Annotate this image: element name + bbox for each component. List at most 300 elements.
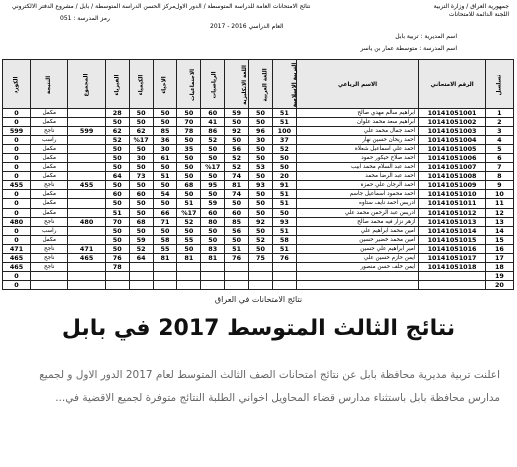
cell-seq: 7 xyxy=(485,163,513,172)
cell-mark: 51 xyxy=(177,199,201,208)
cell-total xyxy=(68,208,105,217)
cell-result: مكمل xyxy=(31,145,68,154)
header-center: مركز الحسن الدراسة المتوسطة / بابل / مشروع الدفتر الالكتروني xyxy=(12,3,176,10)
cell-mark: %17 xyxy=(177,208,201,217)
cell-result: مكمل xyxy=(31,199,68,208)
cell-mark: 75 xyxy=(249,253,273,262)
cell-mark: 50 xyxy=(129,226,153,235)
cell-mark: 50 xyxy=(153,181,177,190)
cell-mark: 83 xyxy=(201,244,225,253)
col-header: المجموع xyxy=(68,60,105,109)
cell-total xyxy=(68,136,105,145)
cell-seq: 11 xyxy=(485,199,513,208)
cell-mark: 50 xyxy=(105,235,129,244)
cell-extra: 0 xyxy=(3,172,31,181)
cell-mark: 35 xyxy=(177,145,201,154)
cell-id: 10141051006 xyxy=(419,154,485,163)
cell-extra: 0 xyxy=(3,226,31,235)
cell-mark: 54 xyxy=(153,190,177,199)
cell-mark: 50 xyxy=(105,244,129,253)
table-row xyxy=(3,190,514,199)
cell-mark: 60 xyxy=(105,190,129,199)
cell-id: 10141051007 xyxy=(419,163,485,172)
cell-mark xyxy=(129,271,153,280)
cell-mark: 52 xyxy=(177,217,201,226)
cell-name: احمد محمود اسماعيل جاسم xyxy=(296,190,419,199)
cell-mark: 81 xyxy=(153,253,177,262)
cell-result: راسب xyxy=(31,136,68,145)
cell-seq: 14 xyxy=(485,226,513,235)
table-row xyxy=(3,154,514,163)
cell-mark: 66 xyxy=(153,208,177,217)
cell-mark: 50 xyxy=(105,163,129,172)
table-row xyxy=(3,235,514,244)
cell-mark xyxy=(272,262,296,271)
cell-id: 10141051008 xyxy=(419,172,485,181)
cell-mark xyxy=(201,262,225,271)
cell-id: 10141051001 xyxy=(419,109,485,118)
cell-mark: 91 xyxy=(272,181,296,190)
cell-result: مكمل xyxy=(31,235,68,244)
cell-result: ناجح xyxy=(31,262,68,271)
cell-result: راسب xyxy=(31,226,68,235)
cell-mark: 50 xyxy=(177,109,201,118)
cell-mark: 92 xyxy=(225,127,249,136)
cell-mark: 50 xyxy=(225,118,249,127)
cell-extra: 0 xyxy=(3,154,31,163)
cell-mark: 50 xyxy=(105,118,129,127)
article-body: اعلنت تربية مديرية محافظة بابل عن نتائج امتحانات الصف الثالث المتوسط لعام 2017 الدور الاول و لجميع مدارس محافظة بابل باستثناء مدارس قضاء المحاويل اخواني الطلبة النتائج متوفرة لجميع الاقضية في... xyxy=(39,369,500,404)
cell-mark: 85 xyxy=(153,127,177,136)
cell-id: 10141051014 xyxy=(419,226,485,235)
cell-mark xyxy=(225,280,249,289)
cell-mark: 100 xyxy=(272,127,296,136)
cell-mark: 56 xyxy=(225,145,249,154)
cell-mark: 50 xyxy=(129,181,153,190)
cell-mark: 50 xyxy=(249,190,273,199)
cell-extra: 480 xyxy=(3,217,31,226)
cell-mark: 50 xyxy=(249,199,273,208)
cell-mark: 30 xyxy=(249,136,273,145)
cell-mark: 51 xyxy=(105,208,129,217)
table-row xyxy=(3,109,514,118)
cell-name: امير ابراهيم علي حسين xyxy=(296,244,419,253)
cell-name: احمد علي اسماعيل شعلاة xyxy=(296,145,419,154)
cell-mark xyxy=(225,262,249,271)
cell-mark: 50 xyxy=(249,172,273,181)
cell-mark: 50 xyxy=(129,208,153,217)
cell-extra: 0 xyxy=(3,136,31,145)
cell-name xyxy=(296,280,419,289)
cell-total: 465 xyxy=(68,253,105,262)
cell-id: 10141051003 xyxy=(419,127,485,136)
table-row xyxy=(3,271,514,280)
cell-mark: 51 xyxy=(272,109,296,118)
cell-mark: 50 xyxy=(153,109,177,118)
cell-extra: 0 xyxy=(3,208,31,217)
cell-extra: 0 xyxy=(3,145,31,154)
cell-total: 599 xyxy=(68,127,105,136)
header-committee: اللجنة الدائمة للامتحانات xyxy=(448,11,509,18)
cell-mark: 50 xyxy=(249,145,273,154)
cell-total: 480 xyxy=(68,217,105,226)
cell-mark: 30 xyxy=(153,145,177,154)
table-row xyxy=(3,253,514,262)
cell-mark: 71 xyxy=(153,217,177,226)
header-exam-title: نتائج الامتحانات العامة للدراسة المتوسطة / الدور الاول xyxy=(175,3,311,10)
col-header: الفيزياء xyxy=(105,60,129,109)
cell-mark: 50 xyxy=(153,118,177,127)
cell-mark: 68 xyxy=(129,217,153,226)
cell-mark: 64 xyxy=(129,253,153,262)
cell-total xyxy=(68,190,105,199)
cell-result: ناجح xyxy=(31,217,68,226)
cell-name: ابراهيم سعد محمد علوان xyxy=(296,118,419,127)
cell-mark: 52 xyxy=(105,136,129,145)
cell-mark xyxy=(272,271,296,280)
cell-mark: 60 xyxy=(129,190,153,199)
cell-mark: 74 xyxy=(225,190,249,199)
cell-mark: 64 xyxy=(105,172,129,181)
cell-mark: 50 xyxy=(225,136,249,145)
cell-mark: 96 xyxy=(249,127,273,136)
cell-mark: %17 xyxy=(201,163,225,172)
cell-mark: 59 xyxy=(129,235,153,244)
cell-seq: 15 xyxy=(485,235,513,244)
cell-name: امين محمد خضير حسين xyxy=(296,235,419,244)
cell-id: 10141051011 xyxy=(419,199,485,208)
cell-extra: 465 xyxy=(3,262,31,271)
cell-name: احمد الرجان علي حمزة xyxy=(296,181,419,190)
cell-mark: 50 xyxy=(105,226,129,235)
table-row xyxy=(3,145,514,154)
cell-name: احمد عبد السلام محمد ابيب xyxy=(296,163,419,172)
cell-extra: 0 xyxy=(3,163,31,172)
cell-total xyxy=(68,118,105,127)
cell-mark: 52 xyxy=(201,136,225,145)
cell-result: مكمل xyxy=(31,208,68,217)
cell-mark xyxy=(177,262,201,271)
col-header: الرياضيات xyxy=(201,60,225,109)
cell-result: ناجح xyxy=(31,244,68,253)
col-header: تسلسل xyxy=(485,60,513,109)
cell-name: ايمن حازم حسين علي xyxy=(296,253,419,262)
cell-seq: 10 xyxy=(485,190,513,199)
cell-mark: 60 xyxy=(201,109,225,118)
cell-mark: 50 xyxy=(201,226,225,235)
cell-mark: 50 xyxy=(177,136,201,145)
cell-mark: 51 xyxy=(272,118,296,127)
cell-mark: 76 xyxy=(105,253,129,262)
cell-mark: 50 xyxy=(177,172,201,181)
cell-mark: 50 xyxy=(129,118,153,127)
cell-seq: 17 xyxy=(485,253,513,262)
cell-id: 10141051017 xyxy=(419,253,485,262)
cell-extra: 0 xyxy=(3,190,31,199)
cell-mark: 50 xyxy=(129,199,153,208)
cell-total xyxy=(68,163,105,172)
cell-total xyxy=(68,145,105,154)
cell-mark: 93 xyxy=(249,181,273,190)
cell-result: مكمل xyxy=(31,109,68,118)
cell-mark: 62 xyxy=(105,127,129,136)
cell-mark: 50 xyxy=(201,145,225,154)
cell-seq: 3 xyxy=(485,127,513,136)
cell-mark: 52 xyxy=(129,244,153,253)
cell-mark: 95 xyxy=(201,181,225,190)
cell-extra: 0 xyxy=(3,199,31,208)
cell-mark: 81 xyxy=(177,253,201,262)
cell-mark: 52 xyxy=(225,163,249,172)
cell-mark xyxy=(249,262,273,271)
table-row xyxy=(3,163,514,172)
table-row xyxy=(3,199,514,208)
cell-mark: 50 xyxy=(129,109,153,118)
cell-mark xyxy=(105,280,129,289)
cell-name: احمد جمال محمد علي xyxy=(296,127,419,136)
cell-total xyxy=(68,154,105,163)
cell-mark: 50 xyxy=(201,235,225,244)
cell-id: 10141051004 xyxy=(419,136,485,145)
cell-mark: 92 xyxy=(249,217,273,226)
col-header: اللغة الانكليزية xyxy=(225,60,249,109)
table-header-row xyxy=(3,60,514,109)
cell-mark: 52 xyxy=(272,145,296,154)
cell-mark: 50 xyxy=(177,244,201,253)
cell-mark: 50 xyxy=(129,145,153,154)
cell-id: 10141051012 xyxy=(419,208,485,217)
col-header: الرقم الامتحاني xyxy=(419,60,485,109)
cell-mark xyxy=(201,271,225,280)
cell-total xyxy=(68,271,105,280)
cell-seq: 1 xyxy=(485,109,513,118)
cell-name xyxy=(296,271,419,280)
table-row xyxy=(3,172,514,181)
cell-mark: 50 xyxy=(272,208,296,217)
col-header: اللغة العربية xyxy=(249,60,273,109)
cell-mark xyxy=(225,271,249,280)
cell-id: 10141051018 xyxy=(419,262,485,271)
cell-mark: 50 xyxy=(105,154,129,163)
cell-mark xyxy=(201,280,225,289)
cell-mark: 50 xyxy=(177,154,201,163)
cell-mark: 80 xyxy=(201,217,225,226)
cell-seq: 16 xyxy=(485,244,513,253)
cell-mark: 70 xyxy=(105,217,129,226)
cell-id: 10141051009 xyxy=(419,181,485,190)
cell-name: احمد صلاح حيكور حمود xyxy=(296,154,419,163)
cell-result: مكمل xyxy=(31,118,68,127)
cell-total xyxy=(68,109,105,118)
col-header: النتيجة xyxy=(31,60,68,109)
header-school: اسم المدرسة : متوسطة عمار بن ياسر xyxy=(360,45,457,52)
cell-mark: 30 xyxy=(129,154,153,163)
cell-mark: 78 xyxy=(105,262,129,271)
cell-mark: 41 xyxy=(201,118,225,127)
cell-mark xyxy=(177,271,201,280)
cell-mark: 51 xyxy=(153,172,177,181)
cell-total: 455 xyxy=(68,181,105,190)
cell-extra: 465 xyxy=(3,253,31,262)
cell-result: مكمل xyxy=(31,172,68,181)
article-headline[interactable]: نتائج الثالث المتوسط 2017 في بابل xyxy=(61,316,456,341)
col-header: الكيمياء xyxy=(129,60,153,109)
cell-extra: 0 xyxy=(3,118,31,127)
cell-result: مكمل xyxy=(31,154,68,163)
cell-mark: 52 xyxy=(249,235,273,244)
cell-extra: 0 xyxy=(3,271,31,280)
cell-mark: 50 xyxy=(249,154,273,163)
cell-mark: 50 xyxy=(272,163,296,172)
cell-mark: 56 xyxy=(225,226,249,235)
col-header: الاحياء xyxy=(153,60,177,109)
cell-total: 471 xyxy=(68,244,105,253)
cell-id: 10141051005 xyxy=(419,145,485,154)
cell-mark: 50 xyxy=(249,118,273,127)
cell-mark: 76 xyxy=(272,253,296,262)
cell-mark: 81 xyxy=(225,181,249,190)
cell-mark: 50 xyxy=(177,163,201,172)
cell-mark: 62 xyxy=(129,127,153,136)
cell-mark: 68 xyxy=(177,181,201,190)
cell-seq: 9 xyxy=(485,181,513,190)
cell-seq: 6 xyxy=(485,154,513,163)
cell-mark: 50 xyxy=(225,199,249,208)
cell-mark: 73 xyxy=(129,172,153,181)
cell-seq: 18 xyxy=(485,262,513,271)
table-row xyxy=(3,136,514,145)
cell-mark: 20 xyxy=(272,172,296,181)
cell-total xyxy=(68,262,105,271)
cell-total xyxy=(68,280,105,289)
cell-mark: 51 xyxy=(272,190,296,199)
cell-name: ابراهيم سالم مهدي صالح xyxy=(296,109,419,118)
cell-mark: 50 xyxy=(153,199,177,208)
cell-result xyxy=(31,280,68,289)
col-header: الكورد xyxy=(3,60,31,109)
cell-name: احمد ريحان حسين نهار xyxy=(296,136,419,145)
cell-name: امين محمد ابراهيم علي xyxy=(296,226,419,235)
cell-seq: 12 xyxy=(485,208,513,217)
cell-mark: 93 xyxy=(272,217,296,226)
cell-mark xyxy=(272,280,296,289)
cell-mark: 50 xyxy=(201,190,225,199)
cell-id: 10141051013 xyxy=(419,217,485,226)
cell-mark: 61 xyxy=(153,154,177,163)
cell-mark: 28 xyxy=(105,109,129,118)
cell-mark: 70 xyxy=(177,118,201,127)
col-header: التربية الاسلامية xyxy=(272,60,296,109)
cell-seq: 5 xyxy=(485,145,513,154)
cell-result: ناجح xyxy=(31,253,68,262)
results-table xyxy=(2,59,514,290)
cell-mark: 51 xyxy=(272,226,296,235)
table-row xyxy=(3,217,514,226)
header-directorate: اسم المديرية : تربية بابل xyxy=(395,33,457,40)
cell-name: احمد عبد الرضا محمد xyxy=(296,172,419,181)
cell-mark: 55 xyxy=(153,244,177,253)
cell-mark: 51 xyxy=(272,244,296,253)
cell-seq: 20 xyxy=(485,280,513,289)
table-row xyxy=(3,118,514,127)
cell-mark: 51 xyxy=(225,244,249,253)
cell-id: 10141051016 xyxy=(419,244,485,253)
cell-mark xyxy=(153,280,177,289)
cell-mark: 50 xyxy=(201,154,225,163)
cell-mark: 37 xyxy=(272,136,296,145)
header-year: العام الدراسي 2016 - 2017 xyxy=(210,23,284,30)
cell-mark: %17 xyxy=(129,136,153,145)
header-ministry: جمهورية العراق / وزارة التربية xyxy=(433,3,509,10)
cell-total xyxy=(68,172,105,181)
cell-mark xyxy=(177,280,201,289)
cell-mark: 76 xyxy=(225,253,249,262)
cell-mark: 60 xyxy=(201,208,225,217)
cell-result: مكمل xyxy=(31,190,68,199)
cell-mark xyxy=(153,271,177,280)
table-row xyxy=(3,262,514,271)
cell-mark: 81 xyxy=(201,253,225,262)
cell-total xyxy=(68,235,105,244)
table-row xyxy=(3,208,514,217)
cell-mark: 86 xyxy=(201,127,225,136)
table-row xyxy=(3,280,514,289)
cell-mark: 50 xyxy=(272,154,296,163)
cell-mark: 50 xyxy=(105,199,129,208)
cell-mark xyxy=(249,280,273,289)
header-school-code: رمز المدرسة : 051 xyxy=(60,15,110,22)
image-caption: نتائج الامتحانات في العراق xyxy=(214,295,303,304)
cell-mark: 50 xyxy=(249,109,273,118)
cell-mark: 50 xyxy=(105,145,129,154)
cell-mark: 58 xyxy=(272,235,296,244)
cell-seq: 8 xyxy=(485,172,513,181)
cell-result xyxy=(31,271,68,280)
cell-mark xyxy=(249,271,273,280)
cell-mark: 59 xyxy=(201,199,225,208)
cell-mark: 50 xyxy=(153,226,177,235)
table-row xyxy=(3,226,514,235)
cell-extra: 455 xyxy=(3,181,31,190)
cell-name: ادريس عبد الرحمن محمد علي xyxy=(296,208,419,217)
cell-mark: 53 xyxy=(249,163,273,172)
cell-mark: 60 xyxy=(225,208,249,217)
cell-seq: 13 xyxy=(485,217,513,226)
cell-seq: 2 xyxy=(485,118,513,127)
cell-name: ايمن خلف حسن منصور xyxy=(296,262,419,271)
cell-mark: 50 xyxy=(129,163,153,172)
cell-mark: 36 xyxy=(153,136,177,145)
cell-id: 10141051015 xyxy=(419,235,485,244)
cell-mark: 78 xyxy=(177,127,201,136)
cell-mark xyxy=(129,280,153,289)
cell-mark: 85 xyxy=(225,217,249,226)
cell-seq: 4 xyxy=(485,136,513,145)
cell-result: ناجح xyxy=(31,127,68,136)
col-header: الاسم الرباعي xyxy=(296,60,419,109)
cell-mark: 50 xyxy=(201,172,225,181)
cell-seq: 19 xyxy=(485,271,513,280)
cell-mark: 50 xyxy=(153,163,177,172)
cell-id: 10141051002 xyxy=(419,118,485,127)
cell-extra: 0 xyxy=(3,109,31,118)
cell-mark: 50 xyxy=(177,190,201,199)
cell-name: ازهر نزار فيه محمد صالح xyxy=(296,217,419,226)
cell-mark: 59 xyxy=(225,109,249,118)
cell-mark: 55 xyxy=(177,235,201,244)
cell-mark xyxy=(153,262,177,271)
table-row xyxy=(3,244,514,253)
